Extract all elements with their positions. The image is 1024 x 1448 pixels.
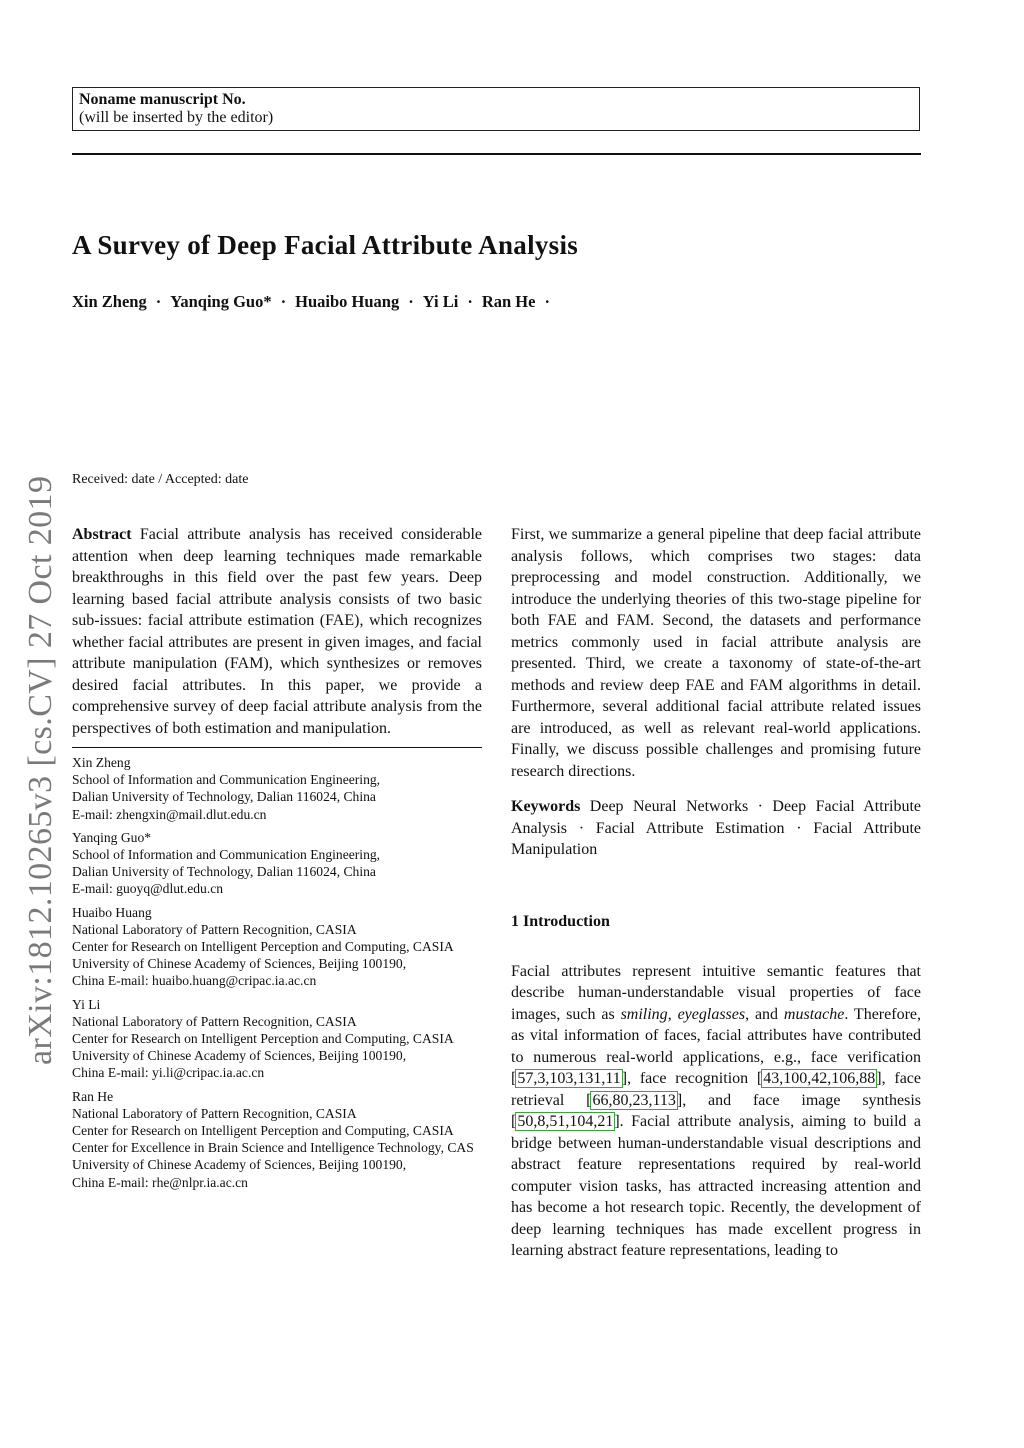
affiliation-block <box>72 1088 482 1191</box>
affiliation-line: University of Chinese Academy of Sciences, Beijing 100190, <box>72 1048 407 1064</box>
affiliation-line: School of Information and Communication Engineering, <box>72 772 381 788</box>
keywords-label: Keywords <box>511 798 581 815</box>
affiliation-line: Center for Research on Intelligent Perception and Computing, CASIA <box>72 1031 454 1047</box>
manuscript-box <box>72 87 920 131</box>
affiliation-line: National Laboratory of Pattern Recognition, CASIA <box>72 1013 357 1029</box>
received-date: Received: date / Accepted: date <box>72 472 249 487</box>
affiliation-email: E-mail: guoyq@dlut.edu.cn <box>72 881 224 897</box>
author-name: Yanqing Guo* <box>170 292 272 311</box>
header-rule <box>72 153 921 155</box>
right-column <box>511 524 921 1262</box>
intro-emphasis: mustache <box>783 1005 845 1023</box>
intro-text: , <box>667 1005 678 1023</box>
abstract-paragraph <box>72 524 482 739</box>
intro-text: , face recognition <box>627 1070 757 1087</box>
intro-text: . Therefore, as vital information of faces, facial attributes have contributed to numerous real-world applications, e.g., face verification <box>511 1005 921 1066</box>
affiliation-line: Center for Excellence in Brain Science and Intelligence Technology, CAS <box>72 1140 474 1156</box>
affiliation-block <box>72 904 482 990</box>
left-column <box>72 524 482 1191</box>
author-name: Ran He <box>481 292 536 311</box>
affiliation-email: China E-mail: huaibo.huang@cripac.ia.ac.cn <box>72 973 317 989</box>
affiliation-line: Dalian University of Technology, Dalian 116024, China <box>72 789 376 805</box>
affiliation-line: School of Information and Communication Engineering, <box>72 847 381 863</box>
intro-text: , face retrieval <box>511 1070 921 1109</box>
affiliation-line: Huaibo Huang <box>72 904 152 920</box>
affiliation-line: University of Chinese Academy of Sciences, Beijing 100190, <box>72 956 407 972</box>
intro-text: Facial attributes represent intuitive semantic features that describe human-understandable visual properties of face images, such as <box>511 962 921 1023</box>
author-separator: · <box>280 292 287 311</box>
affiliation-line: Dalian University of Technology, Dalian 116024, China <box>72 864 376 880</box>
affiliation-email: China E-mail: yi.li@cripac.ia.ac.cn <box>72 1065 265 1081</box>
arxiv-stamp: arXiv:1812.10265v3 [cs.CV] 27 Oct 2019 <box>22 475 59 1065</box>
manuscript-number: Noname manuscript No. <box>79 91 246 108</box>
author-name: Xin Zheng <box>72 292 147 311</box>
affiliation-rule <box>72 747 482 748</box>
abstract-text-right: First, we summarize a general pipeline that deep facial attribute analysis follows, which comprises two stages: data preprocessing and model construction. Additionally, we introduce the underlying theories of this two-stage pipeline for both FAE and FAM. Second, the datasets and performance metrics commonly used in facial attribute analysis are presented. Third, we create a taxonomy of state-of-the-art methods and review deep FAE and FAM algorithms in detail. Furthermore, several additional facial attribute related issues are introduced, as well as relevant real-world applications. Finally, we discuss possible challenges and promising future research directions. <box>511 526 921 780</box>
affiliation-line: National Laboratory of Pattern Recognition, CASIA <box>72 1105 357 1121</box>
intro-text: . Facial attribute analysis, aiming to build a bridge between human-understandable visual descriptions and abstract feature representations required by real-world computer vision tasks, has attracted increasing attention and has become a hot research topic. Recently, the development of deep learning techniques has made excellent progress in learning abstract feature representations, leading to <box>511 1113 921 1259</box>
affiliation-block <box>72 829 482 898</box>
affiliation-line: Yanqing Guo* <box>72 829 152 845</box>
introduction-paragraph: Facial attributes represent intuitive semantic features that describe human-understandable visual properties of face images, such as smiling, eyeglasses, and mustache. Therefore, as vital information of faces, facial attributes have contributed to numerous real-world applications, e.g., face verification [57,3,103,131,11], face recognition [43,100,42,106,88], face retrieval [66,80,23,113], and face image synthesis [50,8,51,104,21]. Facial attribute analysis, aiming to build a bridge between human-understandable visual descriptions and abstract feature representations required by real-world computer vision tasks, has attracted increasing attention and has become a hot research topic. Recently, the development of deep learning techniques has made excellent progress in learning abstract feature representations, leading to <box>511 962 921 1259</box>
citation-link[interactable]: 43,100,42,106,88 <box>763 1070 876 1087</box>
affiliation-line: National Laboratory of Pattern Recognition, CASIA <box>72 921 357 937</box>
author-separator: · <box>155 292 162 311</box>
citation-link[interactable]: 50,8,51,104,21 <box>517 1113 614 1130</box>
author-name: Yi Li <box>422 292 459 311</box>
author-separator: · <box>467 292 473 311</box>
intro-text: , and face image synthesis <box>682 1091 921 1109</box>
citation-link[interactable]: 57,3,103,131,11 <box>517 1070 621 1087</box>
intro-emphasis: smiling <box>620 1005 668 1023</box>
author-list <box>72 292 559 312</box>
keywords-text: Deep Neural Networks · Deep Facial Attribute Analysis · Facial Attribute Estimation · Facial Attribute Manipulation <box>511 798 922 858</box>
abstract-label: Abstract <box>72 526 132 543</box>
intro-emphasis: eyeglasses <box>677 1005 746 1023</box>
manuscript-editor-note: (will be inserted by the editor) <box>79 109 274 126</box>
affiliation-line: Center for Research on Intelligent Perception and Computing, CASIA <box>72 939 454 955</box>
paper-title: A Survey of Deep Facial Attribute Analysis <box>72 230 579 260</box>
affiliation-block <box>72 996 482 1082</box>
abstract-text-left: Facial attribute analysis has received considerable attention when deep learning techniques made remarkable breakthroughs in this field over the past few years. Deep learning based facial attribute analysis consists of two basic sub-issues: facial attribute estimation (FAE), which recognizes whether facial attributes are present in given images, and facial attribute manipulation (FAM), which synthesizes or removes desired facial attributes. In this paper, we provide a comprehensive survey of deep facial attribute analysis from the perspectives of both estimation and manipulation. <box>72 526 483 737</box>
author-separator: · <box>544 292 550 311</box>
keywords-paragraph <box>511 796 921 861</box>
affiliation-block <box>72 754 482 823</box>
section-heading-introduction: 1 Introduction <box>511 912 610 930</box>
affiliation-line: Xin Zheng <box>72 755 131 770</box>
affiliation-line: Center for Research on Intelligent Perception and Computing, CASIA <box>72 1123 454 1139</box>
affiliation-email: China E-mail: rhe@nlpr.ia.ac.cn <box>72 1174 248 1190</box>
intro-text: , and <box>745 1005 784 1023</box>
author-name: Huaibo Huang <box>295 292 400 311</box>
author-separator: · <box>408 292 414 311</box>
citation-link[interactable]: 66,80,23,113 <box>592 1091 676 1109</box>
affiliation-line: University of Chinese Academy of Sciences, Beijing 100190, <box>72 1157 407 1173</box>
affiliation-line: Yi Li <box>72 996 101 1012</box>
affiliation-email: E-mail: zhengxin@mail.dlut.edu.cn <box>72 806 267 822</box>
affiliation-line: Ran He <box>72 1088 114 1104</box>
